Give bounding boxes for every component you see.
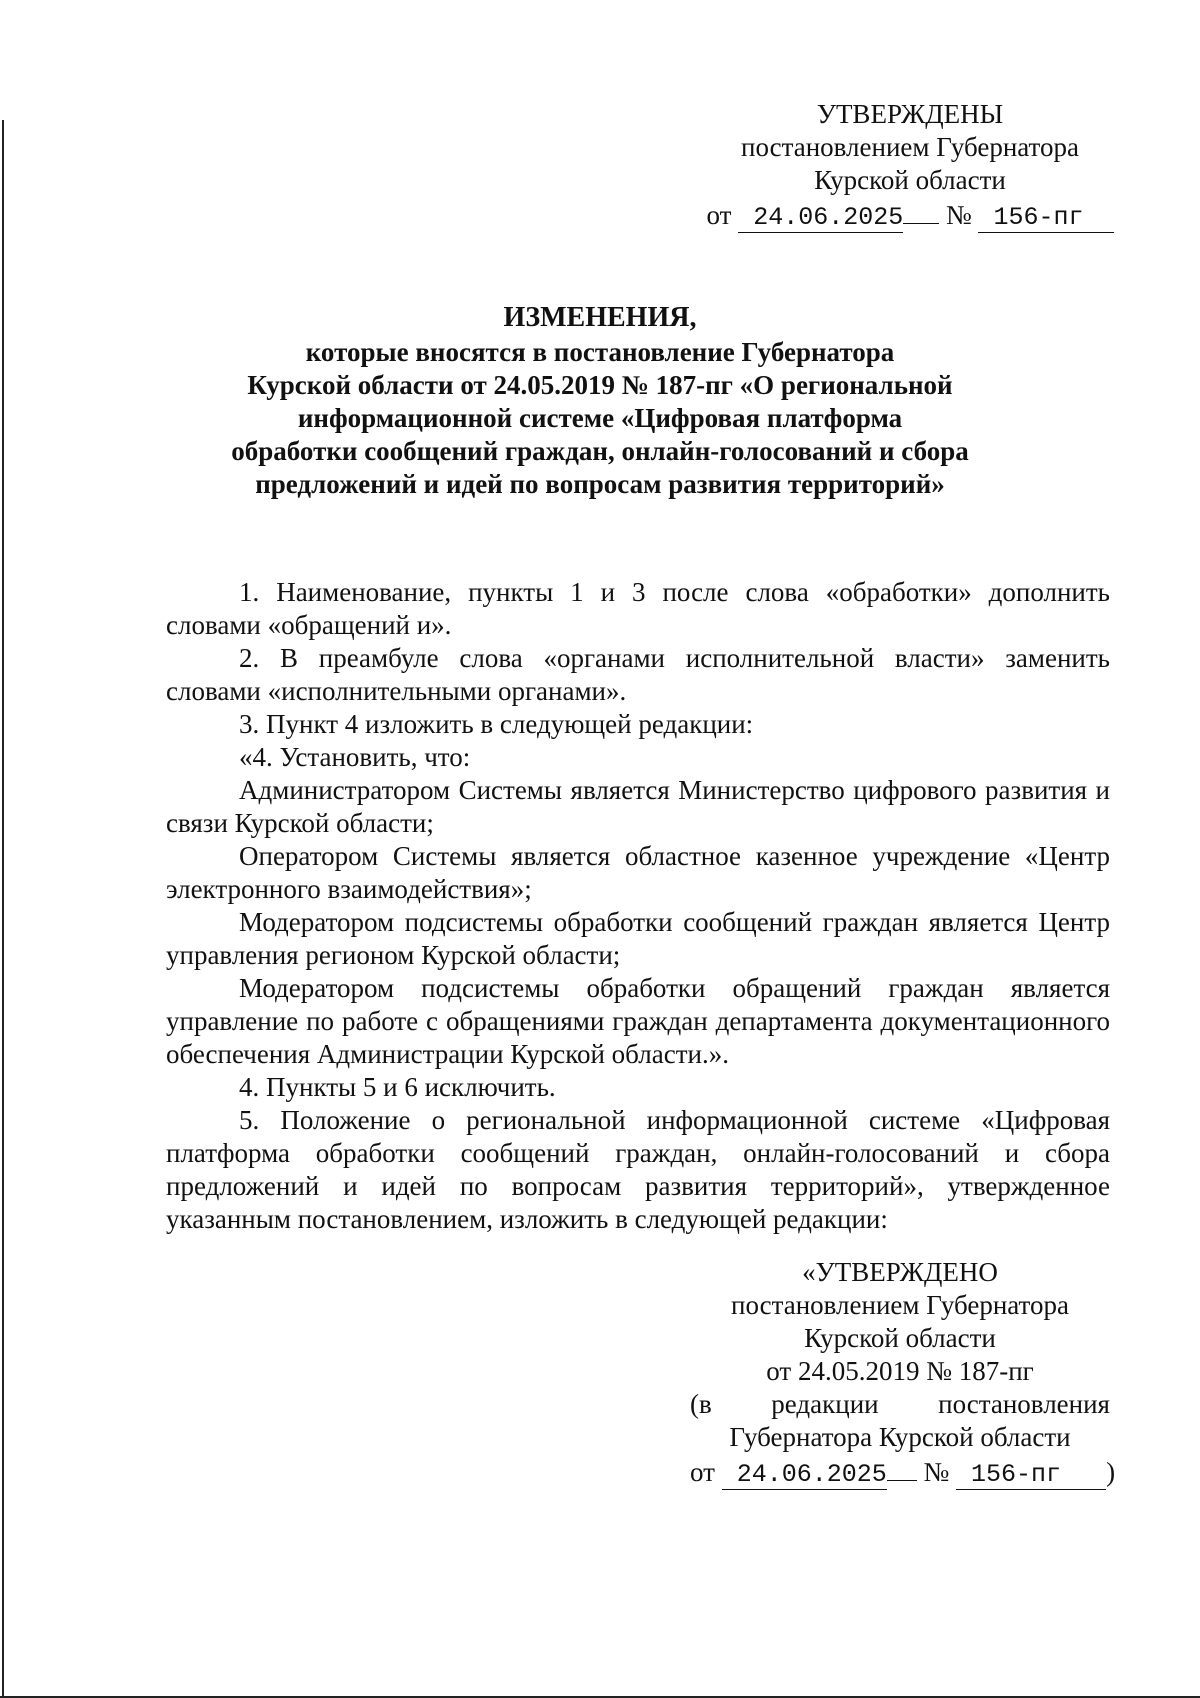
approval-header-line2: постановлением Губернатора <box>741 132 1079 162</box>
approval-header-number: 156-пг <box>978 204 1113 233</box>
approval-footer-number: 156-пг <box>956 1461 1106 1490</box>
approval-footer-line3: Курской области <box>804 1323 996 1353</box>
scan-edge-left <box>2 120 4 1698</box>
approval-footer <box>690 1256 1116 1489</box>
approval-footer-line4: от 24.05.2019 № 187-пг <box>766 1356 1034 1386</box>
paragraph-3: 3. Пункт 4 изложить в следующей редакции: <box>239 709 754 739</box>
approval-footer-number-sign: № <box>923 1457 950 1487</box>
paragraph-1: 1. Наименование, пункты 1 и 3 после слова «обработки» дополнить словами «обращений и». <box>166 577 1110 640</box>
approval-footer-date-line <box>690 1454 1116 1489</box>
approval-footer-line5 <box>690 1388 1110 1421</box>
title-line-3: информационной системе «Цифровая платформа <box>297 403 903 433</box>
approval-header-from: от <box>706 200 732 230</box>
approval-footer-word-1: (в <box>690 1389 712 1419</box>
document-title <box>160 300 1040 501</box>
approval-footer-from: от <box>690 1457 715 1487</box>
approval-footer-closing: ) <box>1106 1457 1116 1487</box>
paragraph-7: Модератором подсистемы обработки сообщений граждан является Центр управления регионом Курской области; <box>166 907 1110 970</box>
title-line-5: предложений и идей по вопросам развития территорий» <box>255 469 945 499</box>
title-line-4: обработки сообщений граждан, онлайн-голосований и сбора <box>231 436 969 466</box>
document-body <box>166 576 1110 1236</box>
paragraph-2: 2. В преамбуле слова «органами исполнительной власти» заменить словами «исполнительными органами». <box>166 643 1110 706</box>
approval-footer-line6: Губернатора Курской области <box>729 1422 1071 1452</box>
title-line-2: Курской области от 24.05.2019 № 187-пг «О региональной <box>247 370 953 400</box>
paragraph-10: 5. Положение о региональной информационной системе «Цифровая платформа обработки сообщений граждан, онлайн-голосований и сбора предложений и идей по вопросам развития территорий», утвержденное указанным постановлением, изложить в следующей редакции: <box>166 1105 1110 1234</box>
title-heading: ИЗМЕНЕНИЯ, <box>503 302 697 333</box>
approval-header-date: 24.06.2025 <box>738 204 903 233</box>
approval-footer-word-2: редакции <box>771 1389 879 1419</box>
approval-header <box>700 98 1120 230</box>
paragraph-4: «4. Установить, что: <box>239 742 471 772</box>
approval-footer-line2: постановлением Губернатора <box>731 1290 1069 1320</box>
approval-header-date-line <box>700 197 1120 230</box>
title-line-1: которые вносятся в постановление Губернатора <box>305 337 895 367</box>
paragraph-9: 4. Пункты 5 и 6 исключить. <box>239 1072 556 1102</box>
paragraph-8: Модератором подсистемы обработки обращений граждан является управление по работе с обращениями граждан департамента документационного обеспечения Администрации Курской области.». <box>166 973 1110 1069</box>
approval-header-number-sign: № <box>945 200 972 230</box>
approval-header-line3: Курской области <box>814 165 1006 195</box>
paragraph-6: Оператором Системы является областное казенное учреждение «Центр электронного взаимодействия»; <box>166 841 1110 904</box>
approval-footer-line1: «УТВЕРЖДЕНО <box>802 1257 998 1287</box>
approval-header-line1: УТВЕРЖДЕНЫ <box>816 99 1004 129</box>
approval-footer-word-3: постановления <box>938 1389 1110 1419</box>
paragraph-5: Администратором Системы является Министерство цифрового развития и связи Курской области; <box>166 775 1110 838</box>
approval-footer-date: 24.06.2025 <box>722 1461 887 1490</box>
